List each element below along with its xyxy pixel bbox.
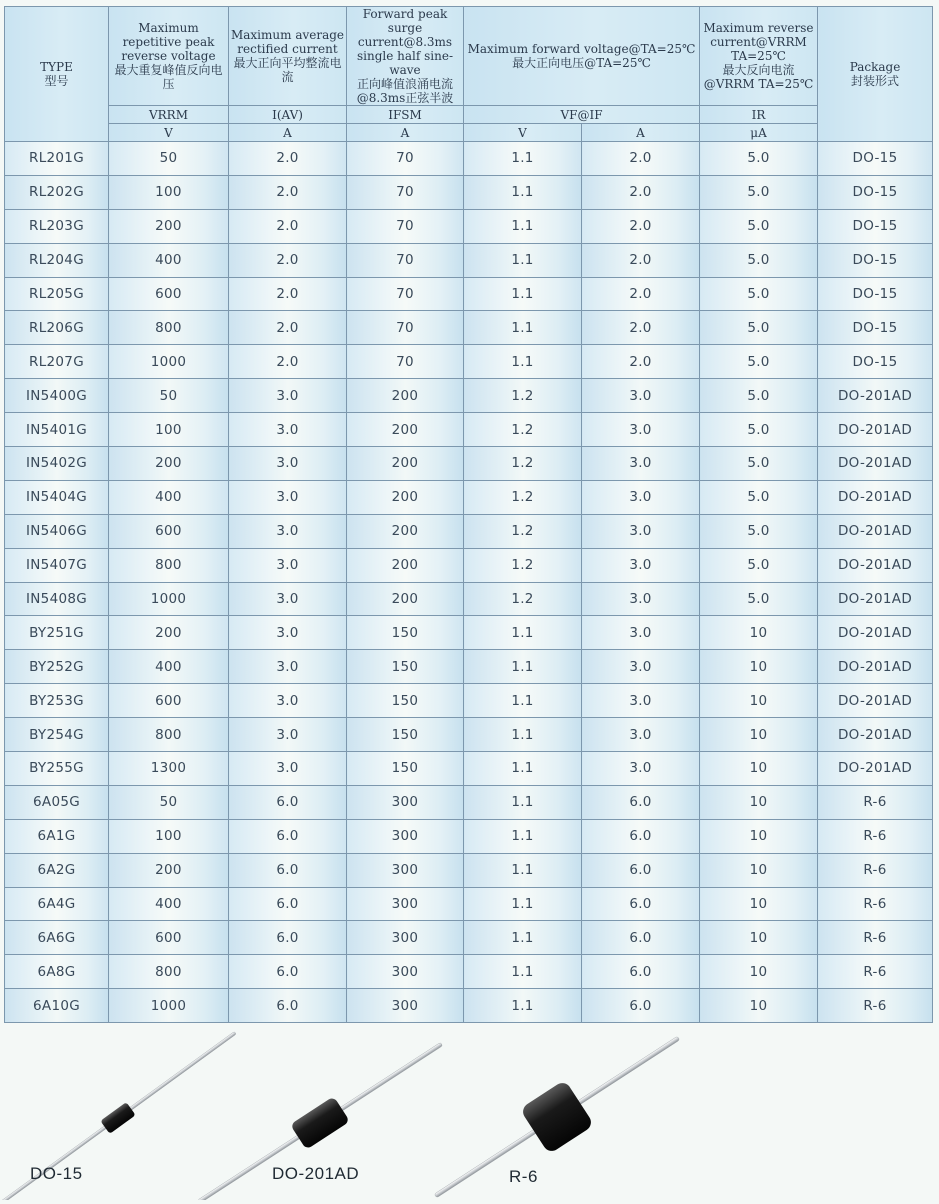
cell-if: 2.0 [582,209,700,243]
cell-package: DO-201AD [818,718,933,752]
cell-if: 2.0 [582,175,700,209]
header-ir [700,7,818,106]
cell-iav: 3.0 [229,752,347,786]
cell-type: 6A2G [5,853,109,887]
cell-ir: 5.0 [700,413,818,447]
table-row [5,413,933,447]
cell-if: 3.0 [582,650,700,684]
cell-vf: 1.1 [464,650,582,684]
cell-iav: 3.0 [229,650,347,684]
cell-ifsm: 300 [347,955,464,989]
cell-vrrm: 800 [109,548,229,582]
symbol-vf: VF@IF [464,106,700,124]
cell-ifsm: 300 [347,887,464,921]
cell-vf: 1.1 [464,752,582,786]
cell-ifsm: 300 [347,853,464,887]
cell-if: 3.0 [582,379,700,413]
cell-vf: 1.2 [464,514,582,548]
header-type-en: TYPE [40,60,73,74]
cell-ir: 5.0 [700,582,818,616]
cell-package: DO-15 [818,311,933,345]
cell-vf: 1.1 [464,853,582,887]
cell-vrrm: 1300 [109,752,229,786]
cell-ir: 5.0 [700,209,818,243]
table-row [5,785,933,819]
cell-vf: 1.2 [464,582,582,616]
header-package-cn: 封装形式 [850,74,899,88]
cell-ir: 10 [700,785,818,819]
cell-ir: 5.0 [700,447,818,481]
cell-ir: 10 [700,989,818,1023]
table-row [5,650,933,684]
cell-vrrm: 400 [109,243,229,277]
cell-ifsm: 70 [347,311,464,345]
cell-type: RL206G [5,311,109,345]
cell-ifsm: 150 [347,650,464,684]
table-row [5,819,933,853]
cell-vrrm: 200 [109,853,229,887]
cell-vrrm: 600 [109,921,229,955]
cell-if: 6.0 [582,853,700,887]
cell-package: DO-201AD [818,752,933,786]
cell-iav: 3.0 [229,582,347,616]
spec-sheet [4,6,932,1023]
cell-iav: 3.0 [229,480,347,514]
cell-vrrm: 800 [109,311,229,345]
unit-vf: V [464,124,582,142]
cell-ifsm: 300 [347,921,464,955]
unit-if: A [582,124,700,142]
cell-type: RL201G [5,142,109,176]
table-row [5,752,933,786]
header-iav-cn: 最大正向平均整流电流 [233,56,342,84]
cell-package: DO-201AD [818,447,933,481]
cell-ir: 5.0 [700,277,818,311]
cell-iav: 3.0 [229,718,347,752]
cell-ir: 10 [700,921,818,955]
package-label-r6: R-6 [509,1167,538,1186]
cell-type: 6A1G [5,819,109,853]
cell-type: RL207G [5,345,109,379]
cell-if: 3.0 [582,514,700,548]
cell-package: R-6 [818,887,933,921]
cell-vf: 1.1 [464,616,582,650]
header-type [5,7,109,142]
cell-package: DO-201AD [818,514,933,548]
cell-iav: 2.0 [229,311,347,345]
cell-vf: 1.2 [464,548,582,582]
cell-type: 6A10G [5,989,109,1023]
cell-package: DO-15 [818,209,933,243]
spec-table-body [5,142,933,1023]
cell-vf: 1.1 [464,921,582,955]
cell-vrrm: 100 [109,413,229,447]
cell-if: 6.0 [582,989,700,1023]
cell-package: DO-15 [818,175,933,209]
unit-vrrm: V [109,124,229,142]
cell-ifsm: 150 [347,616,464,650]
cell-vrrm: 200 [109,209,229,243]
cell-type: 6A6G [5,921,109,955]
cell-iav: 3.0 [229,413,347,447]
cell-vf: 1.1 [464,142,582,176]
cell-if: 3.0 [582,582,700,616]
cell-ir: 5.0 [700,480,818,514]
cell-if: 3.0 [582,752,700,786]
cell-vrrm: 100 [109,819,229,853]
cell-vrrm: 50 [109,785,229,819]
cell-iav: 2.0 [229,175,347,209]
cell-if: 6.0 [582,955,700,989]
cell-package: DO-15 [818,345,933,379]
cell-vrrm: 400 [109,887,229,921]
cell-package: DO-201AD [818,480,933,514]
table-row [5,955,933,989]
header-ir-cn: 最大反向电流@VRRM TA=25℃ [703,63,814,91]
symbol-iav: I(AV) [229,106,347,124]
cell-vrrm: 800 [109,718,229,752]
cell-ifsm: 70 [347,277,464,311]
header-vrrm-en: Maximum repetitive peak reverse voltage [121,21,216,63]
cell-package: DO-201AD [818,650,933,684]
cell-package: R-6 [818,921,933,955]
cell-ifsm: 70 [347,243,464,277]
cell-package: DO-15 [818,243,933,277]
package-drawings [0,1030,939,1200]
cell-type: IN5406G [5,514,109,548]
table-row [5,887,933,921]
cell-type: 6A05G [5,785,109,819]
table-row [5,243,933,277]
cell-if: 3.0 [582,616,700,650]
cell-if: 3.0 [582,447,700,481]
header-vf-en: Maximum forward voltage@TA=25℃ [467,42,696,56]
header-vrrm [109,7,229,106]
table-row [5,480,933,514]
cell-ir: 5.0 [700,379,818,413]
rectifier-spec-table [4,6,933,1023]
cell-ifsm: 70 [347,175,464,209]
cell-ir: 10 [700,752,818,786]
cell-ifsm: 300 [347,785,464,819]
cell-type: IN5404G [5,480,109,514]
table-row [5,277,933,311]
cell-if: 2.0 [582,142,700,176]
cell-ir: 10 [700,718,818,752]
cell-vrrm: 1000 [109,582,229,616]
header-type-cn: 型号 [44,74,69,88]
cell-type: BY251G [5,616,109,650]
cell-ifsm: 200 [347,514,464,548]
cell-package: DO-201AD [818,548,933,582]
cell-vf: 1.1 [464,311,582,345]
cell-vf: 1.1 [464,175,582,209]
cell-iav: 6.0 [229,887,347,921]
cell-type: IN5408G [5,582,109,616]
cell-ifsm: 70 [347,209,464,243]
cell-vf: 1.1 [464,277,582,311]
cell-vrrm: 1000 [109,989,229,1023]
header-iav [229,7,347,106]
table-row [5,582,933,616]
cell-type: BY252G [5,650,109,684]
cell-ir: 10 [700,853,818,887]
cell-vf: 1.1 [464,819,582,853]
cell-package: R-6 [818,853,933,887]
cell-iav: 6.0 [229,819,347,853]
cell-iav: 2.0 [229,277,347,311]
cell-iav: 6.0 [229,955,347,989]
cell-iav: 3.0 [229,684,347,718]
cell-vrrm: 600 [109,277,229,311]
symbol-ifsm: IFSM [347,106,464,124]
symbol-ir: IR [700,106,818,124]
cell-ifsm: 300 [347,819,464,853]
cell-type: RL205G [5,277,109,311]
cell-ir: 5.0 [700,243,818,277]
cell-if: 2.0 [582,345,700,379]
package-label-do15: DO-15 [30,1164,83,1183]
header-ifsm [347,7,464,106]
header-vrrm-cn: 最大重复峰值反向电压 [114,63,223,91]
cell-ifsm: 200 [347,379,464,413]
cell-if: 2.0 [582,243,700,277]
cell-package: DO-201AD [818,413,933,447]
header-vf [464,7,700,106]
cell-vf: 1.1 [464,989,582,1023]
cell-type: BY254G [5,718,109,752]
header-vf-cn: 最大正向电压@TA=25℃ [512,56,651,70]
cell-type: IN5402G [5,447,109,481]
table-row [5,345,933,379]
header-iav-en: Maximum average rectified current [230,28,345,56]
package-illustrations [0,1030,939,1200]
cell-ir: 10 [700,887,818,921]
cell-package: R-6 [818,955,933,989]
table-row [5,311,933,345]
cell-vrrm: 200 [109,447,229,481]
cell-ir: 10 [700,955,818,989]
cell-type: RL202G [5,175,109,209]
cell-package: DO-201AD [818,616,933,650]
cell-package: DO-201AD [818,582,933,616]
table-row [5,548,933,582]
package-label-do201ad: DO-201AD [272,1164,360,1183]
unit-ifsm: A [347,124,464,142]
header-package-en: Package [849,60,901,74]
table-row [5,209,933,243]
cell-ir: 10 [700,819,818,853]
cell-if: 6.0 [582,921,700,955]
cell-package: DO-201AD [818,379,933,413]
cell-ifsm: 70 [347,142,464,176]
cell-vrrm: 200 [109,616,229,650]
cell-vrrm: 400 [109,480,229,514]
cell-iav: 2.0 [229,243,347,277]
cell-ifsm: 150 [347,684,464,718]
cell-vf: 1.1 [464,243,582,277]
cell-package: DO-15 [818,142,933,176]
cell-type: BY253G [5,684,109,718]
cell-iav: 2.0 [229,209,347,243]
cell-ir: 5.0 [700,311,818,345]
table-row [5,514,933,548]
cell-ir: 5.0 [700,345,818,379]
cell-ifsm: 150 [347,718,464,752]
cell-if: 3.0 [582,480,700,514]
cell-iav: 3.0 [229,447,347,481]
cell-type: IN5407G [5,548,109,582]
cell-if: 3.0 [582,718,700,752]
cell-ir: 5.0 [700,142,818,176]
cell-iav: 6.0 [229,785,347,819]
cell-ir: 10 [700,616,818,650]
cell-vrrm: 600 [109,514,229,548]
cell-type: BY255G [5,752,109,786]
table-row [5,142,933,176]
table-row [5,921,933,955]
cell-package: R-6 [818,785,933,819]
cell-type: IN5401G [5,413,109,447]
unit-iav: A [229,124,347,142]
cell-vf: 1.2 [464,480,582,514]
cell-iav: 3.0 [229,616,347,650]
cell-ifsm: 200 [347,548,464,582]
cell-ifsm: 300 [347,989,464,1023]
table-row [5,684,933,718]
table-row [5,175,933,209]
cell-vf: 1.1 [464,955,582,989]
table-row [5,447,933,481]
cell-iav: 6.0 [229,921,347,955]
cell-type: RL203G [5,209,109,243]
cell-ifsm: 70 [347,345,464,379]
cell-ifsm: 200 [347,480,464,514]
cell-ifsm: 200 [347,582,464,616]
cell-iav: 3.0 [229,379,347,413]
cell-ifsm: 200 [347,447,464,481]
header-package [818,7,933,142]
cell-if: 6.0 [582,819,700,853]
cell-if: 3.0 [582,684,700,718]
cell-vrrm: 1000 [109,345,229,379]
cell-ir: 10 [700,684,818,718]
cell-vf: 1.1 [464,684,582,718]
cell-type: 6A4G [5,887,109,921]
table-row [5,379,933,413]
cell-vf: 1.1 [464,718,582,752]
cell-vf: 1.1 [464,887,582,921]
cell-if: 6.0 [582,887,700,921]
cell-iav: 6.0 [229,989,347,1023]
table-row [5,718,933,752]
cell-vrrm: 600 [109,684,229,718]
table-row [5,989,933,1023]
cell-vf: 1.1 [464,209,582,243]
cell-ir: 5.0 [700,175,818,209]
cell-package: R-6 [818,989,933,1023]
cell-package: R-6 [818,819,933,853]
cell-vf: 1.2 [464,447,582,481]
cell-iav: 3.0 [229,514,347,548]
cell-if: 3.0 [582,413,700,447]
cell-vf: 1.2 [464,413,582,447]
unit-ir: μA [700,124,818,142]
cell-ir: 5.0 [700,514,818,548]
cell-vrrm: 100 [109,175,229,209]
cell-type: IN5400G [5,379,109,413]
cell-vf: 1.1 [464,345,582,379]
header-ifsm-cn: 正向峰值浪涌电流@8.3ms正弦半波 [356,77,454,105]
cell-ifsm: 150 [347,752,464,786]
table-row [5,616,933,650]
cell-package: DO-201AD [818,684,933,718]
symbol-vrrm: VRRM [109,106,229,124]
cell-iav: 6.0 [229,853,347,887]
cell-iav: 2.0 [229,142,347,176]
header-ir-en: Maximum reverse current@VRRM TA=25℃ [703,21,814,63]
cell-vrrm: 800 [109,955,229,989]
cell-package: DO-15 [818,277,933,311]
cell-ir: 10 [700,650,818,684]
table-row [5,853,933,887]
cell-ifsm: 200 [347,413,464,447]
cell-if: 6.0 [582,785,700,819]
header-ifsm-en: Forward peak surge current@8.3ms single half sine-wave [356,7,454,77]
cell-ir: 5.0 [700,548,818,582]
cell-vf: 1.2 [464,379,582,413]
cell-type: 6A8G [5,955,109,989]
cell-vrrm: 50 [109,142,229,176]
cell-if: 2.0 [582,311,700,345]
r6-diode-icon [421,1030,694,1200]
cell-iav: 3.0 [229,548,347,582]
cell-if: 3.0 [582,548,700,582]
cell-vrrm: 50 [109,379,229,413]
cell-vf: 1.1 [464,785,582,819]
cell-vrrm: 400 [109,650,229,684]
cell-if: 2.0 [582,277,700,311]
cell-type: RL204G [5,243,109,277]
cell-iav: 2.0 [229,345,347,379]
